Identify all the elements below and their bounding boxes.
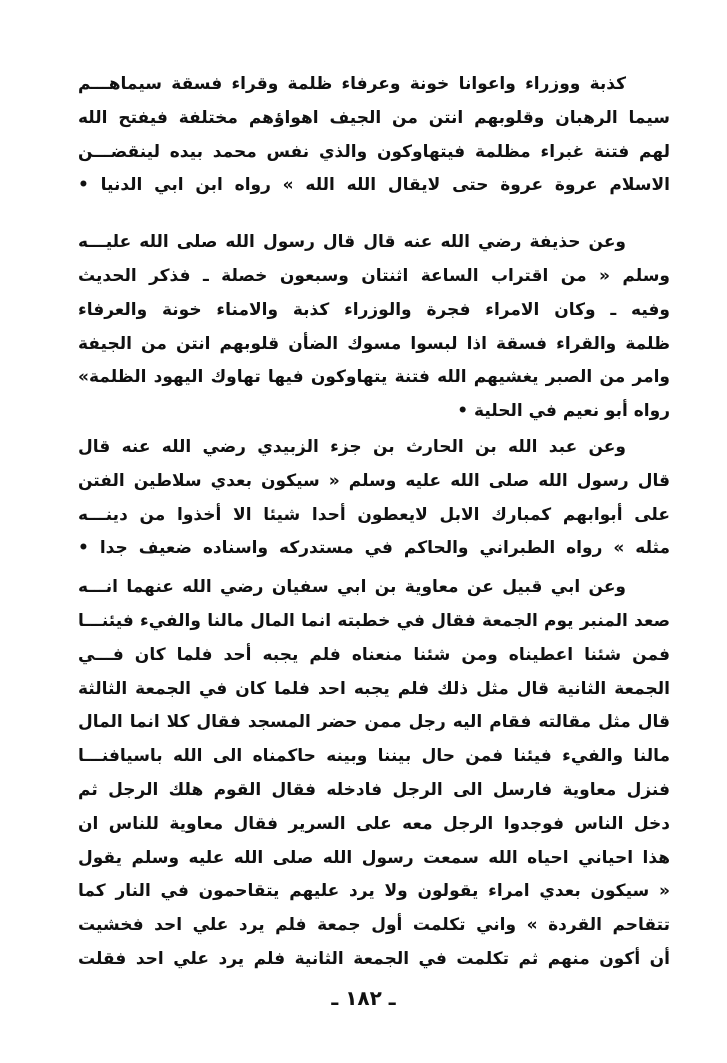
text-line: صعد المنبر يوم الجمعة فقال في خطبته انما المال مالنا والفيء فيئنـــا [78,610,670,631]
text-line: فمن شئنا اعطيناه ومن شئنا منعناه فلم يجبه أحد فلما كان فـــي [78,644,670,665]
text-line: وفيه ـ وكان الامراء فجرة والوزراء كذبة والامناء خونة والعرفاء [78,299,670,320]
paragraph [78,431,670,566]
text-line: مالنا والفيء فيئنا فمن حال بيننا وبينه حاكمناه الى الله باسيافنـــا [78,746,670,767]
text-line: كذبة ووزراء واعوانا خونة وعرفاء ظلمة وقراء فسقة سيماهـــم [78,74,626,94]
text-line: وسلم « من اقتراب الساعة اثنتان وسبعون خصلة ـ فذكر الحديث [78,265,670,286]
text-line: تتقاحم القردة » واني تكلمت أول جمعة فلم يرد علي احد فخشيت [78,915,670,936]
text-line: « سيكون بعدي امراء يقولون ولا يرد عليهم يتقاحمون في النار كما [78,881,670,902]
text-line: وعن ابي قبيل عن معاوية بن ابي سفيان رضي الله عنهما انـــه [78,577,626,598]
page-number: ـ ١٨٢ ـ [331,986,396,1010]
text-line: دخل الناس فوجدوا الرجل معه على السرير فقال معاوية للناس ان [78,813,670,834]
text-line: ظلمة والقراء فسقة اذا لبسوا مسوك الضأن قلوبهم انتن من الجيفة [78,333,670,354]
text-line: قال رسول الله صلى الله عليه وسلم « سيكون بعدي سلاطين الفتن [78,470,670,491]
text-line: قال مثل مقالته فقام اليه رجل ممن حضر المسجد فقال كلا انما المال [78,712,670,733]
paragraph [78,226,670,429]
text-line: فنزل معاوية فارسل الى الرجل فادخله فقال القوم هلك الرجل ثم [78,779,670,800]
paragraph [78,68,670,203]
text-line: الجمعة الثانية قال مثل ذلك فلم يجبه احد فلما كان في الجمعة الثالثة [78,678,670,699]
text-line: رواه أبو نعيم في الحلية • [457,401,670,422]
text-line: مثله » رواه الطبراني والحاكم في مستدركه واسناده ضعيف جدا • [78,538,670,559]
text-line: وعن عبد الله بن الحارث بن جزء الزبيدي رضي الله عنه قال [78,436,626,457]
text-line: وعن حذيفة رضي الله عنه قال قال رسول الله صلى الله عليـــه [78,232,626,253]
text-line: وامر من الصبر يغشيهم الله فتنة يتهاوكون فيها تهاوك اليهود الظلمة» [78,367,670,388]
text-line: أن أكون منهم ثم تكلمت في الجمعة الثانية فلم يرد علي احد فقلت [78,948,670,969]
text-line: الاسلام عروة عروة حتى لايقال الله الله » رواه ابن ابي الدنيا • [78,175,670,196]
page-body [78,68,670,977]
paragraph [78,571,670,977]
text-line: على أبوابهم كمبارك الابل لايعطون أحدا شيئا الا أخذوا من دينـــه [78,504,670,525]
text-line: لهم فتنة غبراء مظلمة فيتهاوكون والذي نفس محمد بيده لينقضـــن [78,141,670,162]
text-line: هذا احياني احياه الله سمعت رسول الله صلى الله عليه وسلم يقول [78,847,670,868]
text-line: سيما الرهبان وقلوبهم انتن من الجيف اهواؤهم مختلفة فيفتح الله [78,107,670,128]
